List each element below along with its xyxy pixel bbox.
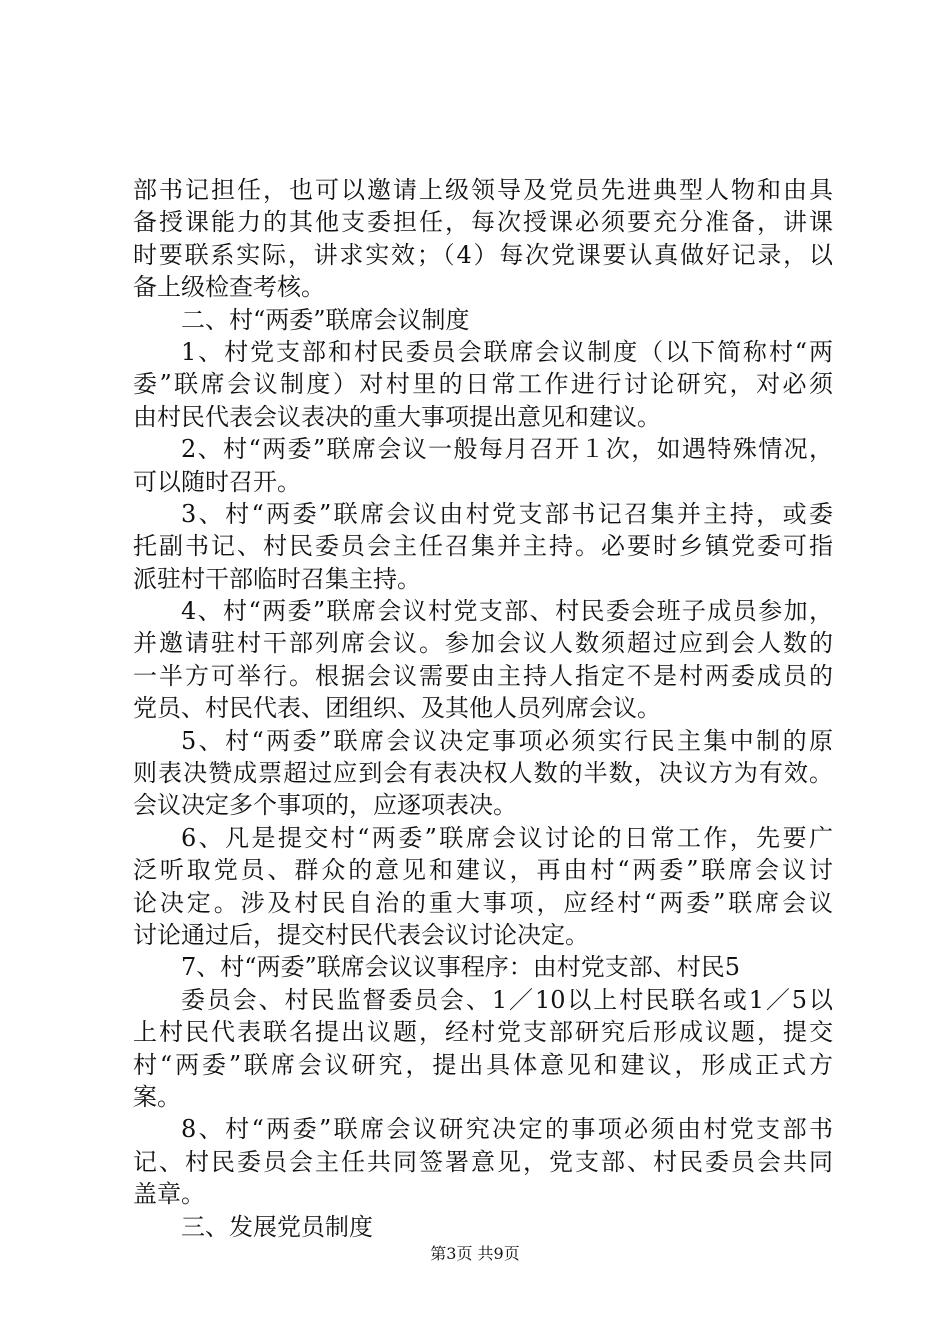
- page-footer: 第3页 共9页: [430, 1244, 520, 1263]
- text-line: 会议决定多个事项的，应逐项表决。: [133, 791, 517, 820]
- text-line: 托副书记、村民委员会主任召集并主持。必要时乡镇党委可指: [133, 532, 833, 561]
- text-line: 案。: [133, 1082, 181, 1111]
- text-line: 部书记担任，也可以邀请上级领导及党员先进典型人物和由具: [133, 176, 833, 204]
- text-line: 可以随时召开。: [133, 467, 301, 496]
- text-line: 7、村“两委”联席会议议事程序：由村党支部、村民5: [181, 953, 741, 982]
- text-line: 盖章。: [133, 1180, 205, 1209]
- text-line: 三、发展党员制度: [181, 1212, 373, 1241]
- text-line: 3、村“两委”联席会议由村党支部书记召集并主持，或委: [181, 499, 833, 528]
- text-line: 由村民代表会议表决的重大事项提出意见和建议。: [133, 402, 661, 431]
- text-line: 则表决赞成票超过应到会有表决权人数的半数，决议方为有效。: [133, 759, 833, 788]
- text-line: 6、凡是提交村“两委”联席会议讨论的日常工作，先要广: [181, 823, 833, 852]
- text-line: 村“两委”联席会议研究，提出具体意见和建议，形成正式方: [133, 1050, 833, 1079]
- text-line: 备上级检查考核。: [133, 273, 325, 302]
- text-line: 论决定。涉及村民自治的重大事项，应经村“两委”联席会议: [133, 888, 833, 917]
- text-line: 时要联系实际，讲求实效；（4）每次党课要认真做好记录，以: [133, 240, 833, 269]
- text-line: 4、村“两委”联席会议村党支部、村民委会班子成员参加，: [181, 597, 833, 626]
- text-line: 5、村“两委”联席会议决定事项必须实行民主集中制的原: [181, 726, 833, 755]
- text-line: 二、村“两委”联席会议制度: [181, 305, 470, 334]
- text-line: 备授课能力的其他支委担任，每次授课必须要充分准备，讲课: [133, 208, 833, 237]
- text-line: 讨论通过后，提交村民代表会议讨论决定。: [133, 920, 589, 949]
- text-line: 党员、村民代表、团组织、及其他人员列席会议。: [133, 694, 661, 723]
- text-line: 8、村“两委”联席会议研究决定的事项必须由村党支部书: [181, 1115, 833, 1144]
- text-line: 委”联席会议制度）对村里的日常工作进行讨论研究，对必须: [133, 370, 833, 399]
- text-line: 并邀请驻村干部列席会议。参加会议人数须超过应到会人数的: [133, 629, 833, 658]
- text-line: 上村民代表联名提出议题，经村党支部研究后形成议题，提交: [133, 1018, 833, 1047]
- document-body: [133, 174, 833, 1243]
- text-line: 泛听取党员、群众的意见和建议，再由村“两委”联席会议讨: [133, 856, 833, 885]
- text-line: 一半方可举行。根据会议需要由主持人指定不是村两委成员的: [133, 661, 833, 690]
- text-line: 记、村民委员会主任共同签署意见，党支部、村民委员会共同: [133, 1147, 833, 1176]
- text-line: 委员会、村民监督委员会、1／10以上村民联名或1／5以: [181, 985, 833, 1014]
- text-line: 2、村“两委”联席会议一般每月召开１次，如遇特殊情况，: [181, 435, 833, 464]
- text-line: 1、村党支部和村民委员会联席会议制度（以下简称村“两: [181, 337, 833, 366]
- text-line: 派驻村干部临时召集主持。: [133, 564, 421, 593]
